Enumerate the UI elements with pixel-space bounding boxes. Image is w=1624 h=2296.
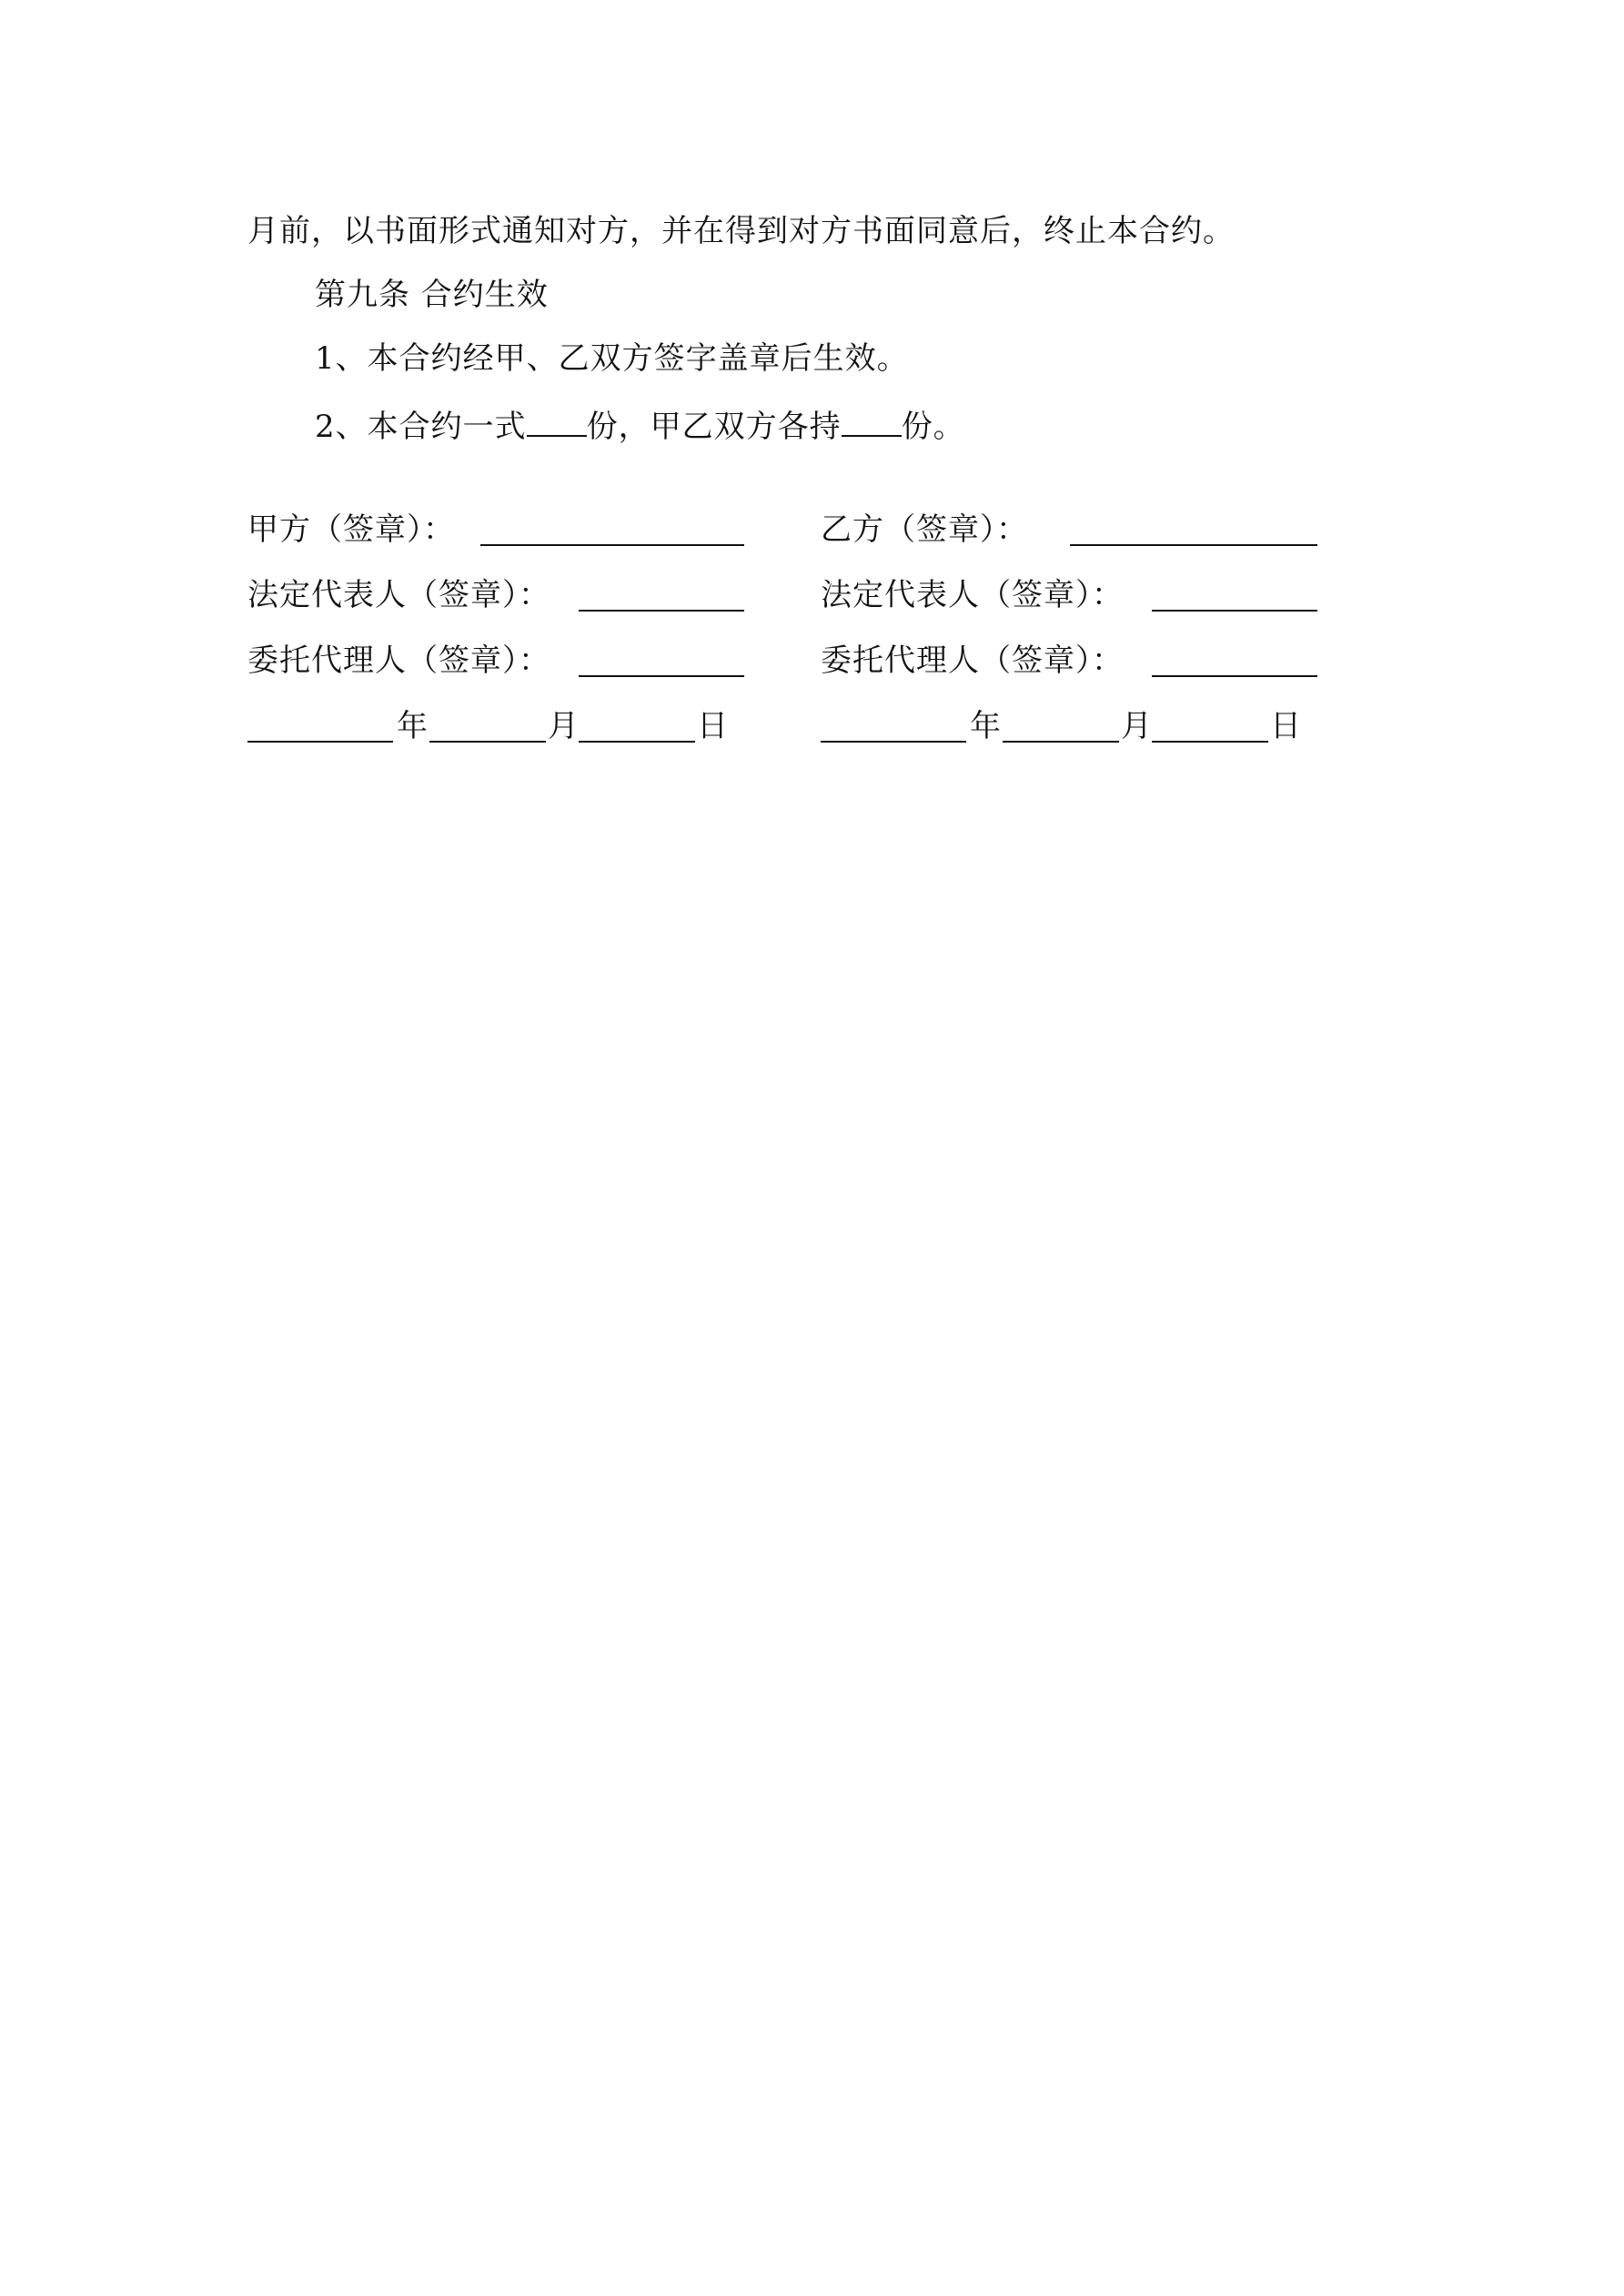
article-9-item-1: 1、本合约经甲、乙双方签字盖章后生效。 bbox=[315, 340, 909, 377]
party-b-month-line[interactable] bbox=[1003, 741, 1119, 743]
party-a-sign-line[interactable] bbox=[480, 544, 744, 546]
party-b-sign-line[interactable] bbox=[1070, 544, 1317, 546]
copies-total-blank[interactable] bbox=[527, 404, 587, 437]
party-a-year-label: 年 bbox=[397, 708, 428, 744]
party-a-agent-line[interactable] bbox=[579, 675, 744, 677]
party-a-day-label: 日 bbox=[697, 708, 728, 744]
party-a-month-label: 月 bbox=[548, 708, 579, 744]
party-a-day-line[interactable] bbox=[579, 741, 695, 743]
item-2-text-a: 2、本合约一式 bbox=[315, 409, 527, 445]
party-a-sign-label: 甲方（签章）： bbox=[247, 511, 455, 548]
party-b-day-label: 日 bbox=[1270, 708, 1301, 744]
party-b-agent-label: 委托代理人（签章）： bbox=[821, 642, 1124, 679]
party-a-month-line[interactable] bbox=[429, 741, 546, 743]
party-b-day-line[interactable] bbox=[1152, 741, 1268, 743]
party-a-year-line[interactable] bbox=[247, 741, 393, 743]
party-b-legal-rep-line[interactable] bbox=[1152, 610, 1317, 612]
item-2-text-c: 份。 bbox=[901, 409, 965, 445]
party-b-year-label: 年 bbox=[970, 708, 1001, 744]
paragraph-termination: 月前，以书面形式通知对方，并在得到对方书面同意后，终止本合约。 bbox=[247, 213, 1235, 249]
party-b-agent-line[interactable] bbox=[1152, 675, 1317, 677]
party-a-agent-label: 委托代理人（签章）： bbox=[247, 642, 550, 679]
item-2-text-b: 份，甲乙双方各持 bbox=[586, 409, 842, 445]
article-9-item-2 bbox=[315, 404, 965, 447]
party-a-legal-rep-line[interactable] bbox=[579, 610, 744, 612]
party-b-month-label: 月 bbox=[1121, 708, 1152, 744]
party-b-legal-rep-label: 法定代表人（签章）： bbox=[821, 577, 1124, 613]
party-b-sign-label: 乙方（签章）： bbox=[821, 511, 1028, 548]
copies-each-blank[interactable] bbox=[842, 404, 902, 437]
party-b-year-line[interactable] bbox=[821, 741, 966, 743]
party-a-legal-rep-label: 法定代表人（签章）： bbox=[247, 577, 550, 613]
article-9-title: 第九条 合约生效 bbox=[315, 277, 549, 313]
